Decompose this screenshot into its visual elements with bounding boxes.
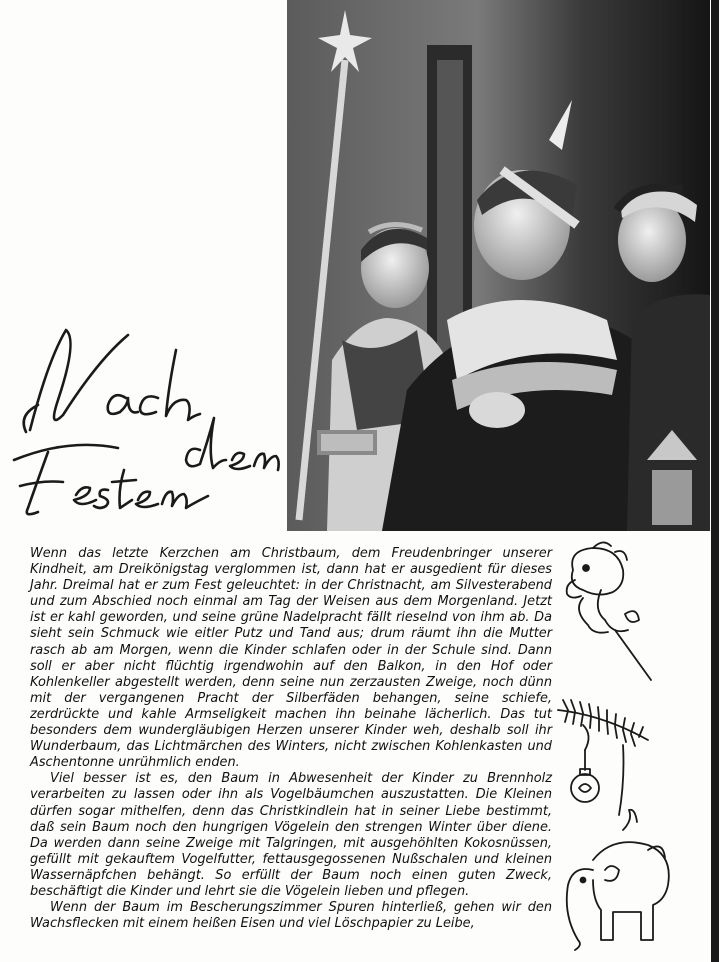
rocking-horse-icon bbox=[567, 542, 651, 680]
title-script-drawing bbox=[8, 320, 288, 520]
article-body bbox=[30, 546, 552, 932]
article-paragraph-1: Wenn das letzte Kerzchen am Christbaum, dem Freudenbringer unserer Kindheit, am Dreikönigstag verglommen ist, dann hat er ausgedient für dieses Jahr. Dreimal hat er zum Fest geleuchtet: in der Christnacht, am Silvesterabend und zum Abschied noch einmal am Tag der Weisen aus dem Morgenland. Jetzt ist er kahl geworden, und seine grüne Nadelpracht fällt rieselnd von ihm ab. Da sieht sein Schmuck wie eitler Putz und Tand aus; drum räumt ihn die Mutter rasch ab am Morgen, wenn die Kinder schlafen oder in der Schule sind. Dann soll er aber nicht flüchtig irgendwohin auf den Balkon, in den Hof oder Kohlenkeller abgestellt werden, denn seine nun zerzausten Zweige, noch dünn mit der vergangenen Pracht der Silberfäden behangen, seine schiefe, zerdrückte und kahle Armseligkeit machen ihn beinahe lächerlich. Das tut besonders dem wundergläubigen Herzen unserer Kinder weh, deshalb soll ihr Wunderbaum, das Lichtmärchen des Winters, nicht zwischen Kohlenkasten und Aschentonne unrühmlich enden. bbox=[30, 546, 552, 771]
article-paragraph-2: Viel besser ist es, den Baum in Abwesenheit der Kinder zu Brennholz verarbeiten zu lassen oder ihn als Vogelbäumchen auszustatten. Die Kleinen dürfen sogar mithelfen, denn das Christkindlein hat in seiner Liebe bestimmt, daß sein Baum noch den hungrigen Vögelein den strengen Winter über diene. Da werden dann seine Zweige mit Talgringen, mit ausgehöhlten Kokosnüssen, gefüllt mit gekauftem Vogelfutter, fettausgegossenen Nußschalen und kleinen Wassernäpfchen behängt. So erfüllt der Baum noch einen guten Zweck, beschäftigt die Kinder und lehrt sie die Vögelein lieben und pflegen. bbox=[30, 771, 552, 899]
page-edge-shadow bbox=[711, 0, 719, 962]
carolers-photo bbox=[287, 0, 710, 531]
margin-doodles bbox=[553, 540, 719, 962]
article-title bbox=[8, 320, 288, 520]
carolers-photo-drawing bbox=[287, 0, 710, 531]
fir-branch-ornament-icon bbox=[558, 700, 648, 815]
toy-elephant-icon bbox=[567, 810, 669, 950]
doodle-drawing bbox=[553, 540, 719, 962]
article-paragraph-3: Wenn der Baum im Bescherungszimmer Spuren hinterließ, gehen wir den Wachsflecken mit einem heißen Eisen und viel Löschpapier zu Leibe, bbox=[30, 900, 552, 932]
